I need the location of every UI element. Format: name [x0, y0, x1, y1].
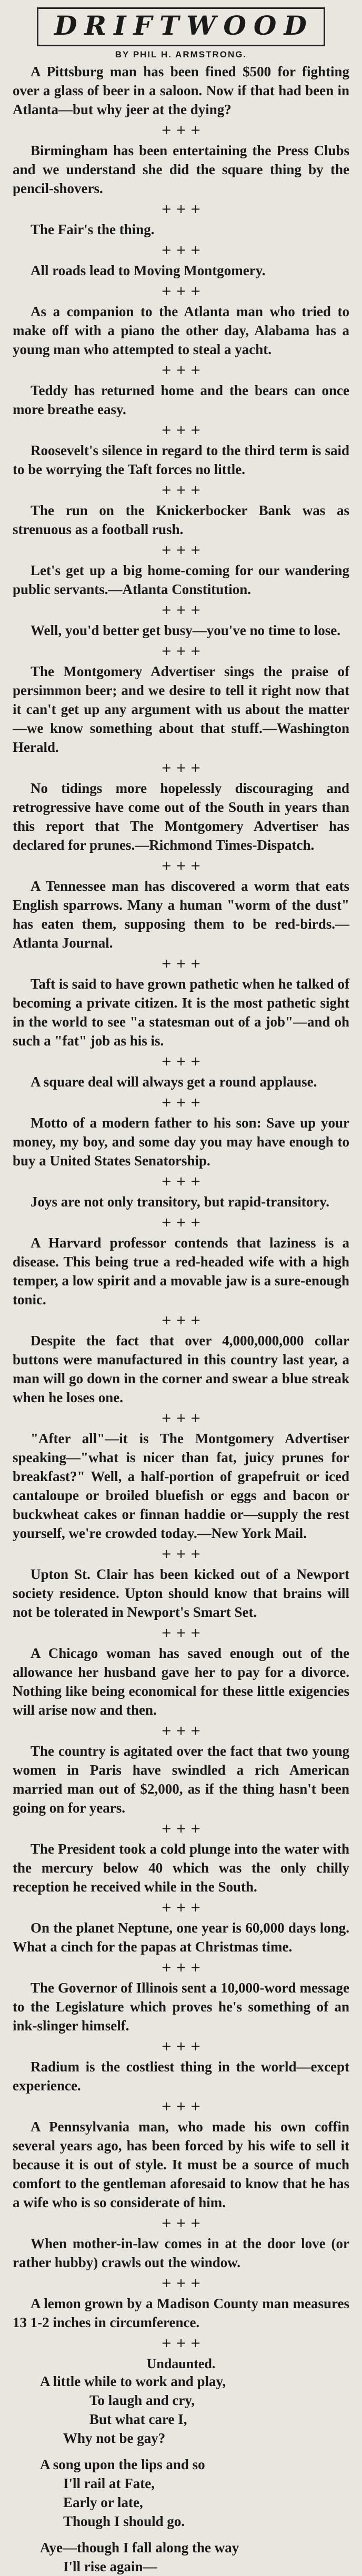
item-separator: + + + [161, 284, 201, 298]
news-item: As a companion to the Atlanta man who tried to make off with a piano the other day, Alabama has a young man who attempted to steal a yacht. [13, 304, 349, 357]
item-separator: + + + [161, 1821, 201, 1836]
item-separator: + + + [161, 202, 201, 216]
news-item: The Fair's the thing. [31, 222, 155, 237]
news-item: "After all"—it is The Montgomery Advertiser speaking—"what is nicer than fat, juicy prunes for breakfast?" Well, a half-portion of grapefruit or iced cantaloupe or broiled bluefish or eggs and bacon or buckwheat cakes or finnan haddie or—supply the rest yourself, we're crowded today.—New York Mail. [13, 1431, 349, 1541]
news-item: The run on the Knickerbocker Bank was as strenuous as a football rush. [13, 502, 349, 537]
news-item: When mother-in-law comes in at the door love (or rather hubby) crawls out the window. [13, 2236, 349, 2270]
item-separator: + + + [161, 1546, 201, 1561]
news-item: Despite the fact that over 4,000,000,000 collar buttons were manufactured in this country last year, a man will go down in the corner and swear a blue streak when he loses one. [13, 1333, 349, 1405]
news-item: On the planet Neptune, one year is 60,000 days long. What a cinch for the papas at Christmas time. [13, 1920, 349, 1955]
news-item: The Governor of Illinois sent a 10,000-word message to the Legislature which proves he's something of an ink-slinger himself. [13, 1980, 349, 2034]
newspaper-column [7, 0, 355, 2574]
items-list [11, 62, 351, 2351]
news-item: All roads lead to Moving Montgomery. [31, 263, 266, 278]
byline: BY PHIL H. ARMSTRONG. [115, 49, 247, 59]
poem-line: A little while to work and play, [40, 2373, 226, 2389]
poem-line: I'll rail at Fate, [63, 2476, 155, 2491]
item-separator: + + + [161, 2099, 201, 2114]
item-separator: + + + [161, 1095, 201, 1110]
news-item: Radium is the costliest thing in the world—except experience. [13, 2059, 349, 2094]
news-item: Taft is said to have grown pathetic when he talked of becoming a private citizen. It is the most pathetic sight in the world to see "a statesman out of a job"—and oh such a "fat" job as his is. [13, 976, 349, 1049]
masthead [11, 4, 351, 60]
news-item: Teddy has returned home and the bears can once more breathe easy. [13, 383, 349, 417]
poem-stanza [11, 2372, 351, 2448]
item-separator: + + + [161, 243, 201, 257]
news-item: A Chicago woman has saved enough out of the allowance her husband gave her to pay for a divorce. Nothing like being economical for these little exigencies will arise now and then. [13, 1645, 349, 1718]
item-separator: + + + [161, 482, 201, 497]
news-item: No tidings more hopelessly discouraging and retrogressive have come out of the South in years than this report that The Montgomery Advertiser has declared for prunes.—Richmond Times-Dispatch. [13, 780, 349, 853]
item-separator: + + + [161, 643, 201, 658]
poem-line: A song upon the lips and so [40, 2457, 205, 2472]
item-separator: + + + [161, 2216, 201, 2230]
news-item: A square deal will always get a round applause. [31, 1074, 317, 1090]
item-separator: + + + [161, 1960, 201, 1975]
news-item: Upton St. Clair has been kicked out of a Newport society residence. Upton should know that brains will not be tolerated in Newport's Smart Set. [13, 1566, 349, 1620]
item-separator: + + + [161, 2039, 201, 2054]
item-separator: + + + [161, 1174, 201, 1189]
item-separator: + + + [161, 858, 201, 873]
item-separator: + + + [161, 760, 201, 775]
news-item: The President took a cold plunge into the water with the mercury below 40 which was the only chilly reception he received while in the South. [13, 1841, 349, 1895]
poem-line: Early or late, [63, 2494, 143, 2510]
item-separator: + + + [161, 1054, 201, 1069]
poem-stanza [11, 2455, 351, 2531]
news-item: The country is agitated over the fact that two young women in Paris have swindled a rich American married man out of $2,000, as if the thing hasn't been going on for years. [13, 1743, 349, 1816]
item-separator: + + + [161, 2336, 201, 2350]
news-item: A Harvard professor contends that laziness is a disease. This being true a red-headed wife with a high temper, a low spirit and a movable jaw is a sure-enough tonic. [13, 1235, 349, 1307]
news-item: Roosevelt's silence in regard to the third term is said to be worrying the Taft forces no little. [13, 442, 349, 477]
column-title: DRIFTWOOD [37, 7, 325, 46]
poem-title: Undaunted. [146, 2356, 216, 2371]
poem-line: I'll rise again— [63, 2559, 157, 2574]
news-item: A lemon grown by a Madison County man measures 13 1-2 inches in circumference. [13, 2296, 349, 2330]
item-separator: + + + [161, 422, 201, 437]
news-item: Joys are not only transitory, but rapid-transitory. [31, 1194, 330, 1210]
poem-line: Though I should go. [63, 2513, 185, 2529]
item-separator: + + + [161, 1411, 201, 1425]
poem-line: Aye—though I fall along the way [40, 2540, 239, 2555]
item-separator: + + + [161, 1723, 201, 1738]
item-separator: + + + [161, 602, 201, 617]
poem-line: Why not be gay? [63, 2430, 166, 2446]
news-item: A Tennessee man has discovered a worm that eats English sparrows. Many a human "worm of the dust" has eaten them, supposing them to be red-birds.—Atlanta Journal. [13, 878, 349, 951]
item-separator: + + + [161, 1625, 201, 1640]
item-separator: + + + [161, 363, 201, 377]
poem [11, 2356, 351, 2576]
news-item: A Pennsylvania man, who made his own coffin several years ago, has been forced by his wife to sell it because it is out of style. It must be a source of much comfort to the gentleman aforesaid to know that he has a wife who is so considerate of him. [13, 2119, 349, 2210]
item-separator: + + + [161, 1313, 201, 1327]
item-separator: + + + [161, 1900, 201, 1915]
item-separator: + + + [161, 956, 201, 971]
poem-line: To laugh and cry, [89, 2392, 195, 2408]
news-item: A Pittsburg man has been fined $500 for fighting over a glass of beer in a saloon. Now if that had been in Atlanta—but why jeer at the dying? [13, 64, 349, 117]
news-item: Birmingham has been entertaining the Press Clubs and we understand she did the square thing by the pencil-shovers. [13, 143, 349, 196]
news-item: The Montgomery Advertiser sings the praise of persimmon beer; and we desire to tell it right now that it can't get up any argument with us about the matter—we know something about that stuff.—Washington Herald. [13, 663, 349, 755]
news-item: Well, you'd better get busy—you've no time to lose. [31, 622, 340, 638]
item-separator: + + + [161, 1215, 201, 1230]
item-separator: + + + [161, 123, 201, 137]
news-item: Let's get up a big home-coming for our wandering public servants.—Atlanta Constitution. [13, 562, 349, 597]
news-item: Motto of a modern father to his son: Save up your money, my boy, and some day you may have enough to buy a United States Senatorship. [13, 1115, 349, 1169]
poem-stanza [11, 2538, 351, 2576]
item-separator: + + + [161, 542, 201, 557]
item-separator: + + + [161, 2276, 201, 2290]
poem-line: But what care I, [89, 2411, 187, 2427]
